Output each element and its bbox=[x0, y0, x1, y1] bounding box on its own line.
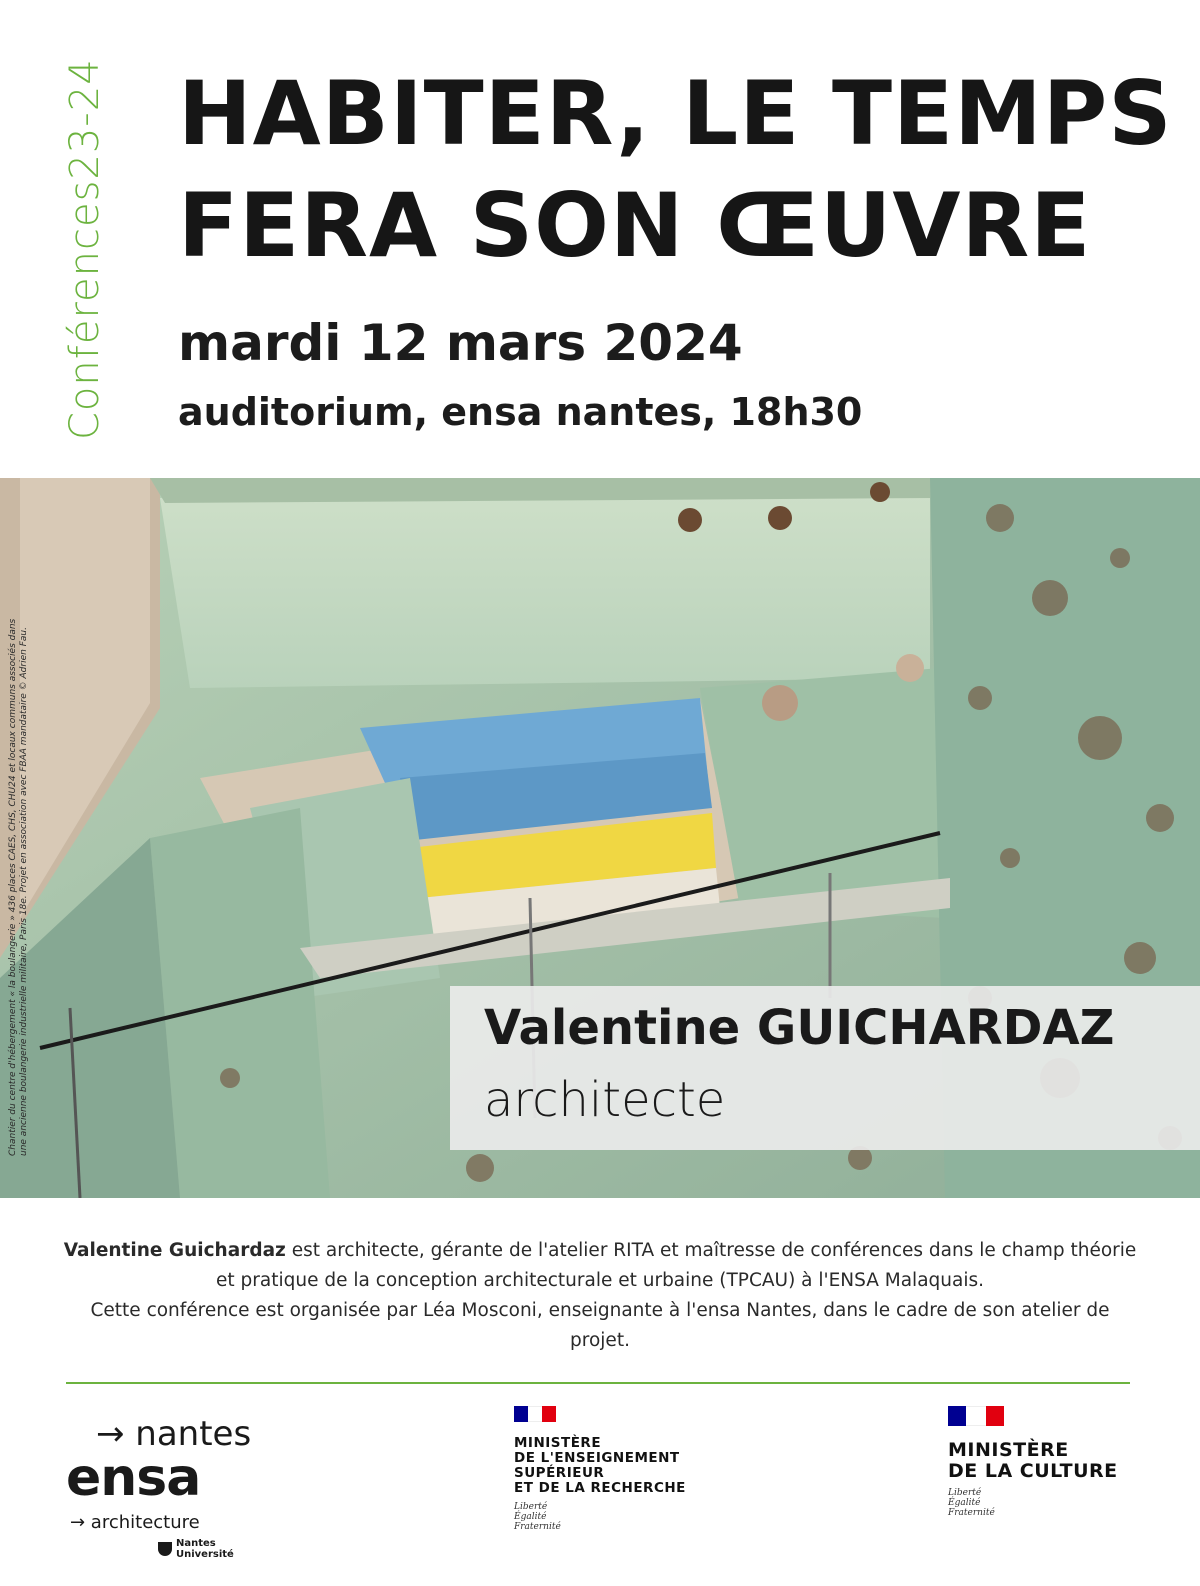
photo-credit-line-1: Chantier du centre d'hébergement « la boulangerie » 436 places CAES, CHS, CHU24 et locaux communs associés dans bbox=[8, 618, 18, 1156]
marianne-flag-icon bbox=[948, 1406, 1004, 1426]
ensa-logo-nantes: → nantes bbox=[96, 1414, 252, 1454]
culture-name bbox=[948, 1440, 1148, 1482]
culture-name-line-1: MINISTÈRE bbox=[948, 1439, 1069, 1461]
nantes-universite-line-2: Université bbox=[176, 1549, 234, 1560]
description-speaker-name: Valentine Guichardaz bbox=[63, 1240, 286, 1261]
mesr-name-line-1: MINISTÈRE bbox=[514, 1435, 602, 1451]
description-paragraph-1 bbox=[60, 1236, 1140, 1296]
event-title-line-2: FERA SON ŒUVRE bbox=[178, 174, 1092, 277]
nantes-universite-logo bbox=[158, 1538, 234, 1560]
mesr-name-line-3: SUPÉRIEUR bbox=[514, 1465, 605, 1481]
nantes-universite-line-1: Nantes bbox=[176, 1538, 216, 1549]
mesr-motto-1: Liberté bbox=[514, 1502, 548, 1512]
event-description bbox=[60, 1236, 1140, 1356]
mesr-motto bbox=[514, 1502, 734, 1532]
event-venue: auditorium, ensa nantes, 18h30 bbox=[178, 390, 863, 434]
ensa-logo-architecture: → architecture bbox=[70, 1512, 200, 1533]
event-title-line-1: HABITER, LE TEMPS bbox=[178, 62, 1173, 165]
mesr-motto-2: Égalité bbox=[514, 1512, 547, 1522]
photo-credit bbox=[8, 516, 30, 1156]
culture-name-line-2: DE LA CULTURE bbox=[948, 1460, 1118, 1482]
mesr-motto-3: Fraternité bbox=[514, 1522, 561, 1532]
ministere-enseignement-logo bbox=[514, 1406, 734, 1532]
mesr-name bbox=[514, 1436, 734, 1496]
photo-credit-line-2: une ancienne boulangerie industrielle militaire, Paris 18e. Projet en association avec FBAA mandataire © Adrien Fau. bbox=[19, 627, 29, 1156]
event-title bbox=[178, 58, 1173, 282]
speaker-panel bbox=[450, 986, 1200, 1150]
culture-motto-2: Égalité bbox=[948, 1498, 981, 1508]
marianne-flag-icon bbox=[514, 1406, 556, 1422]
culture-motto-3: Fraternité bbox=[948, 1508, 995, 1518]
series-label: Conférences23-24 bbox=[62, 58, 108, 440]
speaker-name: Valentine GUICHARDAZ bbox=[484, 1000, 1115, 1056]
event-date: mardi 12 mars 2024 bbox=[178, 314, 743, 372]
culture-motto-1: Liberté bbox=[948, 1488, 982, 1498]
ensa-logo-wordmark: ensa bbox=[66, 1448, 201, 1508]
speaker-role: architecte bbox=[484, 1072, 726, 1128]
description-paragraph-2: Cette conférence est organisée par Léa Mosconi, enseignante à l'ensa Nantes, dans le cadre de son atelier de projet. bbox=[90, 1300, 1110, 1351]
ensa-nantes-logo bbox=[66, 1412, 286, 1562]
footer-divider bbox=[66, 1382, 1130, 1384]
culture-motto bbox=[948, 1488, 1148, 1518]
mesr-name-line-4: ET DE LA RECHERCHE bbox=[514, 1480, 686, 1496]
description-bio: est architecte, gérante de l'atelier RITA et maîtresse de conférences dans le champ théorie et pratique de la conception architecturale et urbaine (TPCAU) à l'ENSA Malaquais. bbox=[216, 1240, 1137, 1291]
nantes-universite-text bbox=[176, 1538, 234, 1560]
nantes-universite-icon bbox=[158, 1542, 172, 1556]
ministere-culture-logo bbox=[948, 1406, 1148, 1518]
mesr-name-line-2: DE L'ENSEIGNEMENT bbox=[514, 1450, 680, 1466]
